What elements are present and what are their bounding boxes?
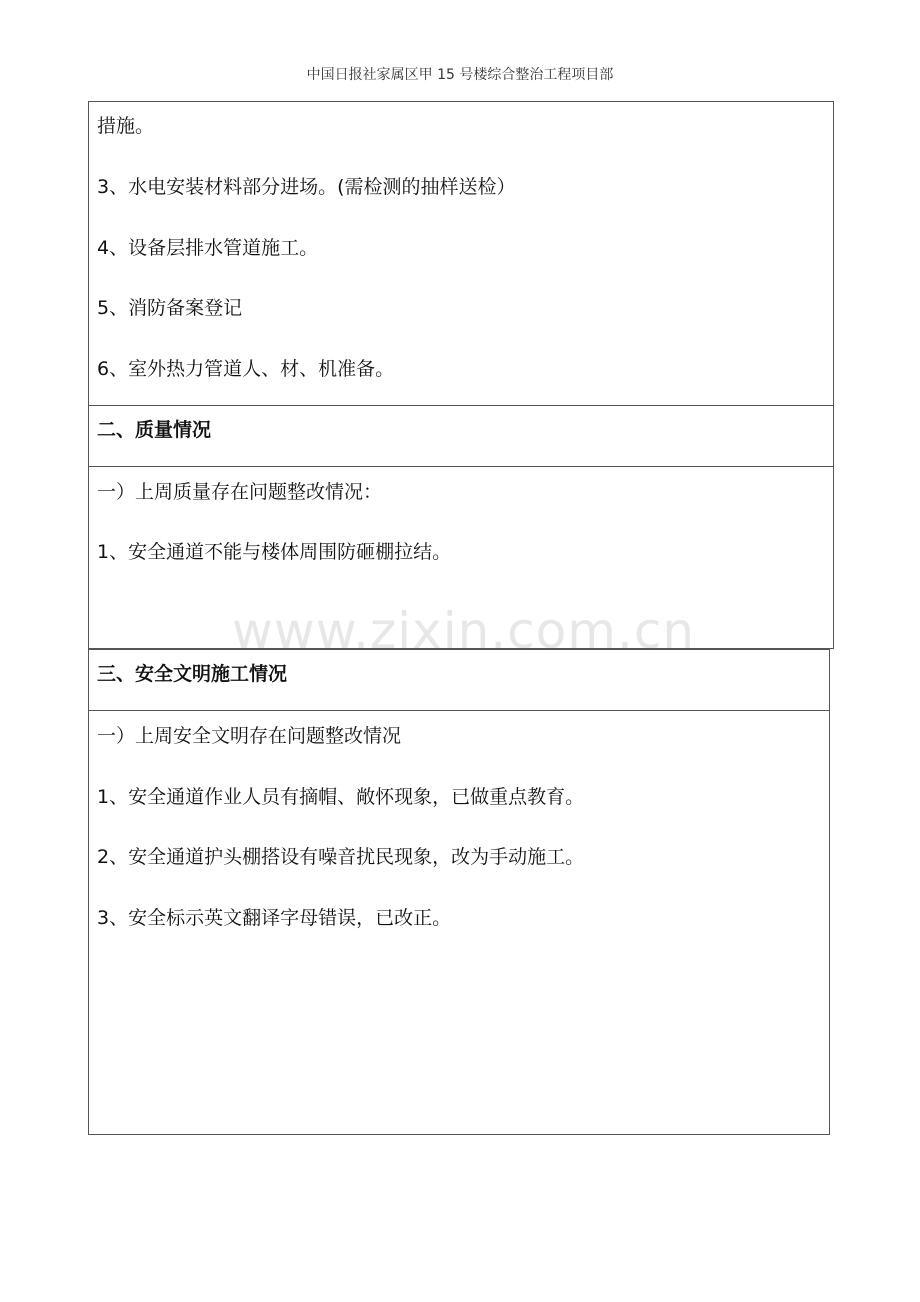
safety-item: 2、安全通道护头棚搭设有噪音扰民现象，改为手动施工。 bbox=[97, 846, 585, 868]
quality-subheading: 一）上周质量存在问题整改情况： bbox=[97, 481, 383, 503]
progress-line: 4、设备层排水管道施工。 bbox=[97, 237, 319, 259]
safety-item: 3、安全标示英文翻译字母错误，已改正。 bbox=[97, 907, 452, 929]
safety-subheading: 一）上周安全文明存在问题整改情况 bbox=[97, 725, 402, 747]
quality-heading: 二、质量情况 bbox=[97, 419, 212, 441]
progress-line: 6、室外热力管道人、材、机准备。 bbox=[97, 358, 395, 380]
progress-line: 3、水电安装材料部分进场。(需检测的抽样送检） bbox=[97, 176, 516, 198]
safety-item: 1、安全通道作业人员有摘帽、敞怀现象，已做重点教育。 bbox=[97, 786, 585, 808]
page-header: 中国日报社家属区甲 15 号楼综合整治工程项目部 bbox=[306, 67, 614, 83]
quality-item: 1、安全通道不能与楼体周围防砸棚拉结。 bbox=[97, 541, 452, 563]
safety-heading: 三、安全文明施工情况 bbox=[97, 663, 288, 685]
progress-line: 措施。 bbox=[97, 115, 155, 137]
watermark: www.zixin.com.cn bbox=[232, 602, 696, 660]
progress-line: 5、消防备案登记 bbox=[97, 297, 243, 319]
